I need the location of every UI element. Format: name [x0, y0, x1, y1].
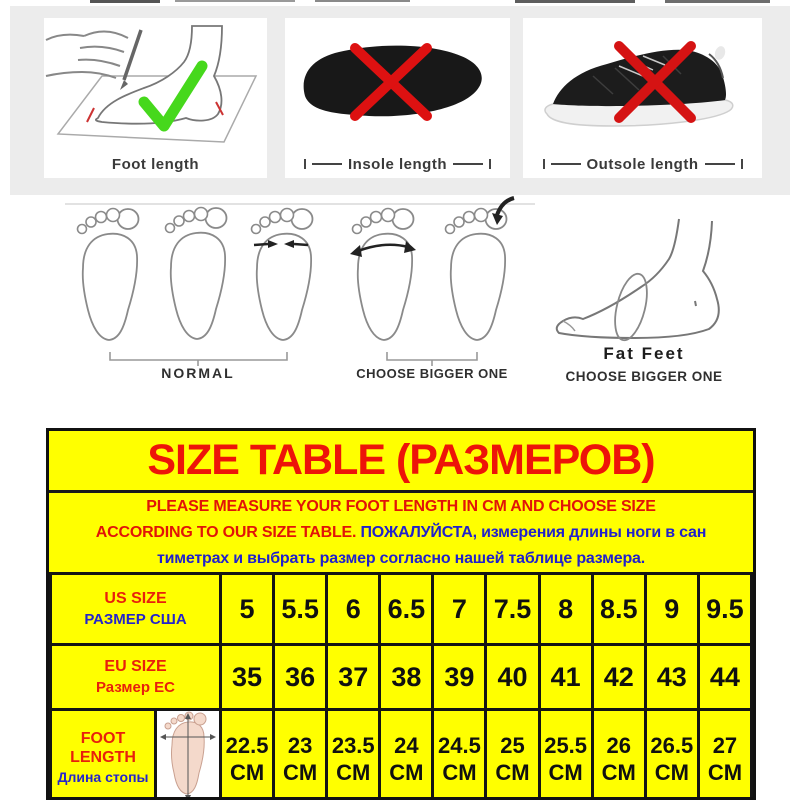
size-cell-foot-length: 26 CM	[592, 710, 645, 800]
fit-guide-illustration	[0, 195, 800, 395]
size-cell-us-size: 9	[645, 574, 698, 645]
size-cell-foot-length: 27 CM	[698, 710, 751, 800]
size-cell-us-size: 7	[433, 574, 486, 645]
size-cell-foot-length: 23.5 CM	[327, 710, 380, 800]
panel-label-text: Outsole length	[586, 155, 699, 173]
size-table-box	[46, 428, 756, 800]
size-cell-eu-size: 41	[539, 645, 592, 710]
measure-end-tick	[741, 159, 743, 169]
cutoff-text-remnant	[90, 0, 160, 3]
panel-label-text: Insole length	[347, 155, 447, 173]
size-cell-us-size: 9.5	[698, 574, 751, 645]
normal-bracket	[110, 352, 287, 366]
cutoff-text-remnant	[665, 0, 770, 3]
size-cell-us-size: 6.5	[380, 574, 433, 645]
size-cell-us-size: 7.5	[486, 574, 539, 645]
size-cell-us-size: 6	[327, 574, 380, 645]
note-line-3: тиметрах и выбрать размер согласно нашей таблице размера.	[156, 549, 645, 567]
measure-line	[705, 163, 735, 165]
panel-insole-length	[285, 18, 510, 178]
fit-label-fat-feet-bigger: CHOOSE BIGGER ONE	[565, 369, 723, 384]
size-cell-eu-size: 42	[592, 645, 645, 710]
panel-outsole-length	[523, 18, 762, 178]
size-row-eu	[51, 645, 752, 710]
insole-illustration	[285, 18, 510, 150]
note-line-1: PLEASE MEASURE YOUR FOOT LENGTH IN CM AND CHOOSE SIZE	[146, 497, 656, 515]
size-table-title: SIZE TABLE (РАЗМЕРОВ)	[49, 431, 753, 493]
sneaker-illustration	[523, 18, 762, 150]
size-cell-foot-length: 24 CM	[380, 710, 433, 800]
size-row-foot-length	[51, 710, 752, 800]
note-line-2-ru: ПОЖАЛУЙСТА, измерения длины ноги в сан	[360, 523, 707, 541]
size-cell-us-size: 8	[539, 574, 592, 645]
foot-diagram-icon	[158, 711, 218, 800]
panel-insole-length-label	[285, 150, 510, 178]
panel-foot-length	[44, 18, 267, 178]
measure-line	[453, 163, 483, 165]
size-cell-eu-size: 36	[274, 645, 327, 710]
fit-label-fat-feet: Fat Feet	[603, 344, 685, 363]
panel-foot-length-label	[44, 150, 267, 178]
size-table	[49, 572, 753, 800]
size-cell-us-size: 5	[221, 574, 274, 645]
size-cell-eu-size: 39	[433, 645, 486, 710]
size-cell-foot-length: 22.5 CM	[221, 710, 274, 800]
size-cell-foot-length: 25 CM	[486, 710, 539, 800]
measure-end-tick	[543, 159, 545, 169]
foot-measure-illustration	[44, 18, 267, 150]
size-table-note	[49, 493, 753, 572]
size-cell-eu-size: 37	[327, 645, 380, 710]
row-label-us-size: US SIZE РАЗМЕР США	[51, 574, 221, 645]
measure-end-tick	[489, 159, 491, 169]
size-cell-eu-size: 38	[380, 645, 433, 710]
measure-line	[551, 163, 581, 165]
note-line-2	[49, 520, 753, 546]
size-cell-eu-size: 40	[486, 645, 539, 710]
panel-label-text: Foot length	[111, 155, 200, 173]
panel-outsole-length-label	[523, 150, 762, 178]
size-cell-foot-length: 23 CM	[274, 710, 327, 800]
size-cell-foot-length: 26.5 CM	[645, 710, 698, 800]
note-line-2-en: ACCORDING TO OUR SIZE TABLE.	[95, 523, 357, 541]
row-label-foot-length: FOOT LENGTH Длина стопы	[51, 710, 156, 800]
cutoff-text-remnant	[315, 0, 410, 2]
fat-foot-illustration	[557, 219, 719, 343]
size-cell-eu-size: 43	[645, 645, 698, 710]
row-label-eu-size: EU SIZE Размер ЕС	[51, 645, 221, 710]
size-cell-us-size: 5.5	[274, 574, 327, 645]
cutoff-text-remnant	[515, 0, 635, 3]
size-cell-foot-length: 25.5 CM	[539, 710, 592, 800]
size-row-us	[51, 574, 752, 645]
size-cell-eu-size: 35	[221, 645, 274, 710]
foot-length-diagram-cell	[156, 710, 221, 800]
fit-label-bigger: CHOOSE BIGGER ONE	[356, 366, 508, 381]
size-cell-us-size: 8.5	[592, 574, 645, 645]
measure-end-tick	[304, 159, 306, 169]
fit-label-normal: NORMAL	[161, 365, 235, 381]
size-cell-eu-size: 44	[698, 645, 751, 710]
cutoff-text-remnant	[175, 0, 295, 2]
measure-line	[312, 163, 342, 165]
size-cell-foot-length: 24.5 CM	[433, 710, 486, 800]
bigger-bracket	[387, 352, 477, 366]
